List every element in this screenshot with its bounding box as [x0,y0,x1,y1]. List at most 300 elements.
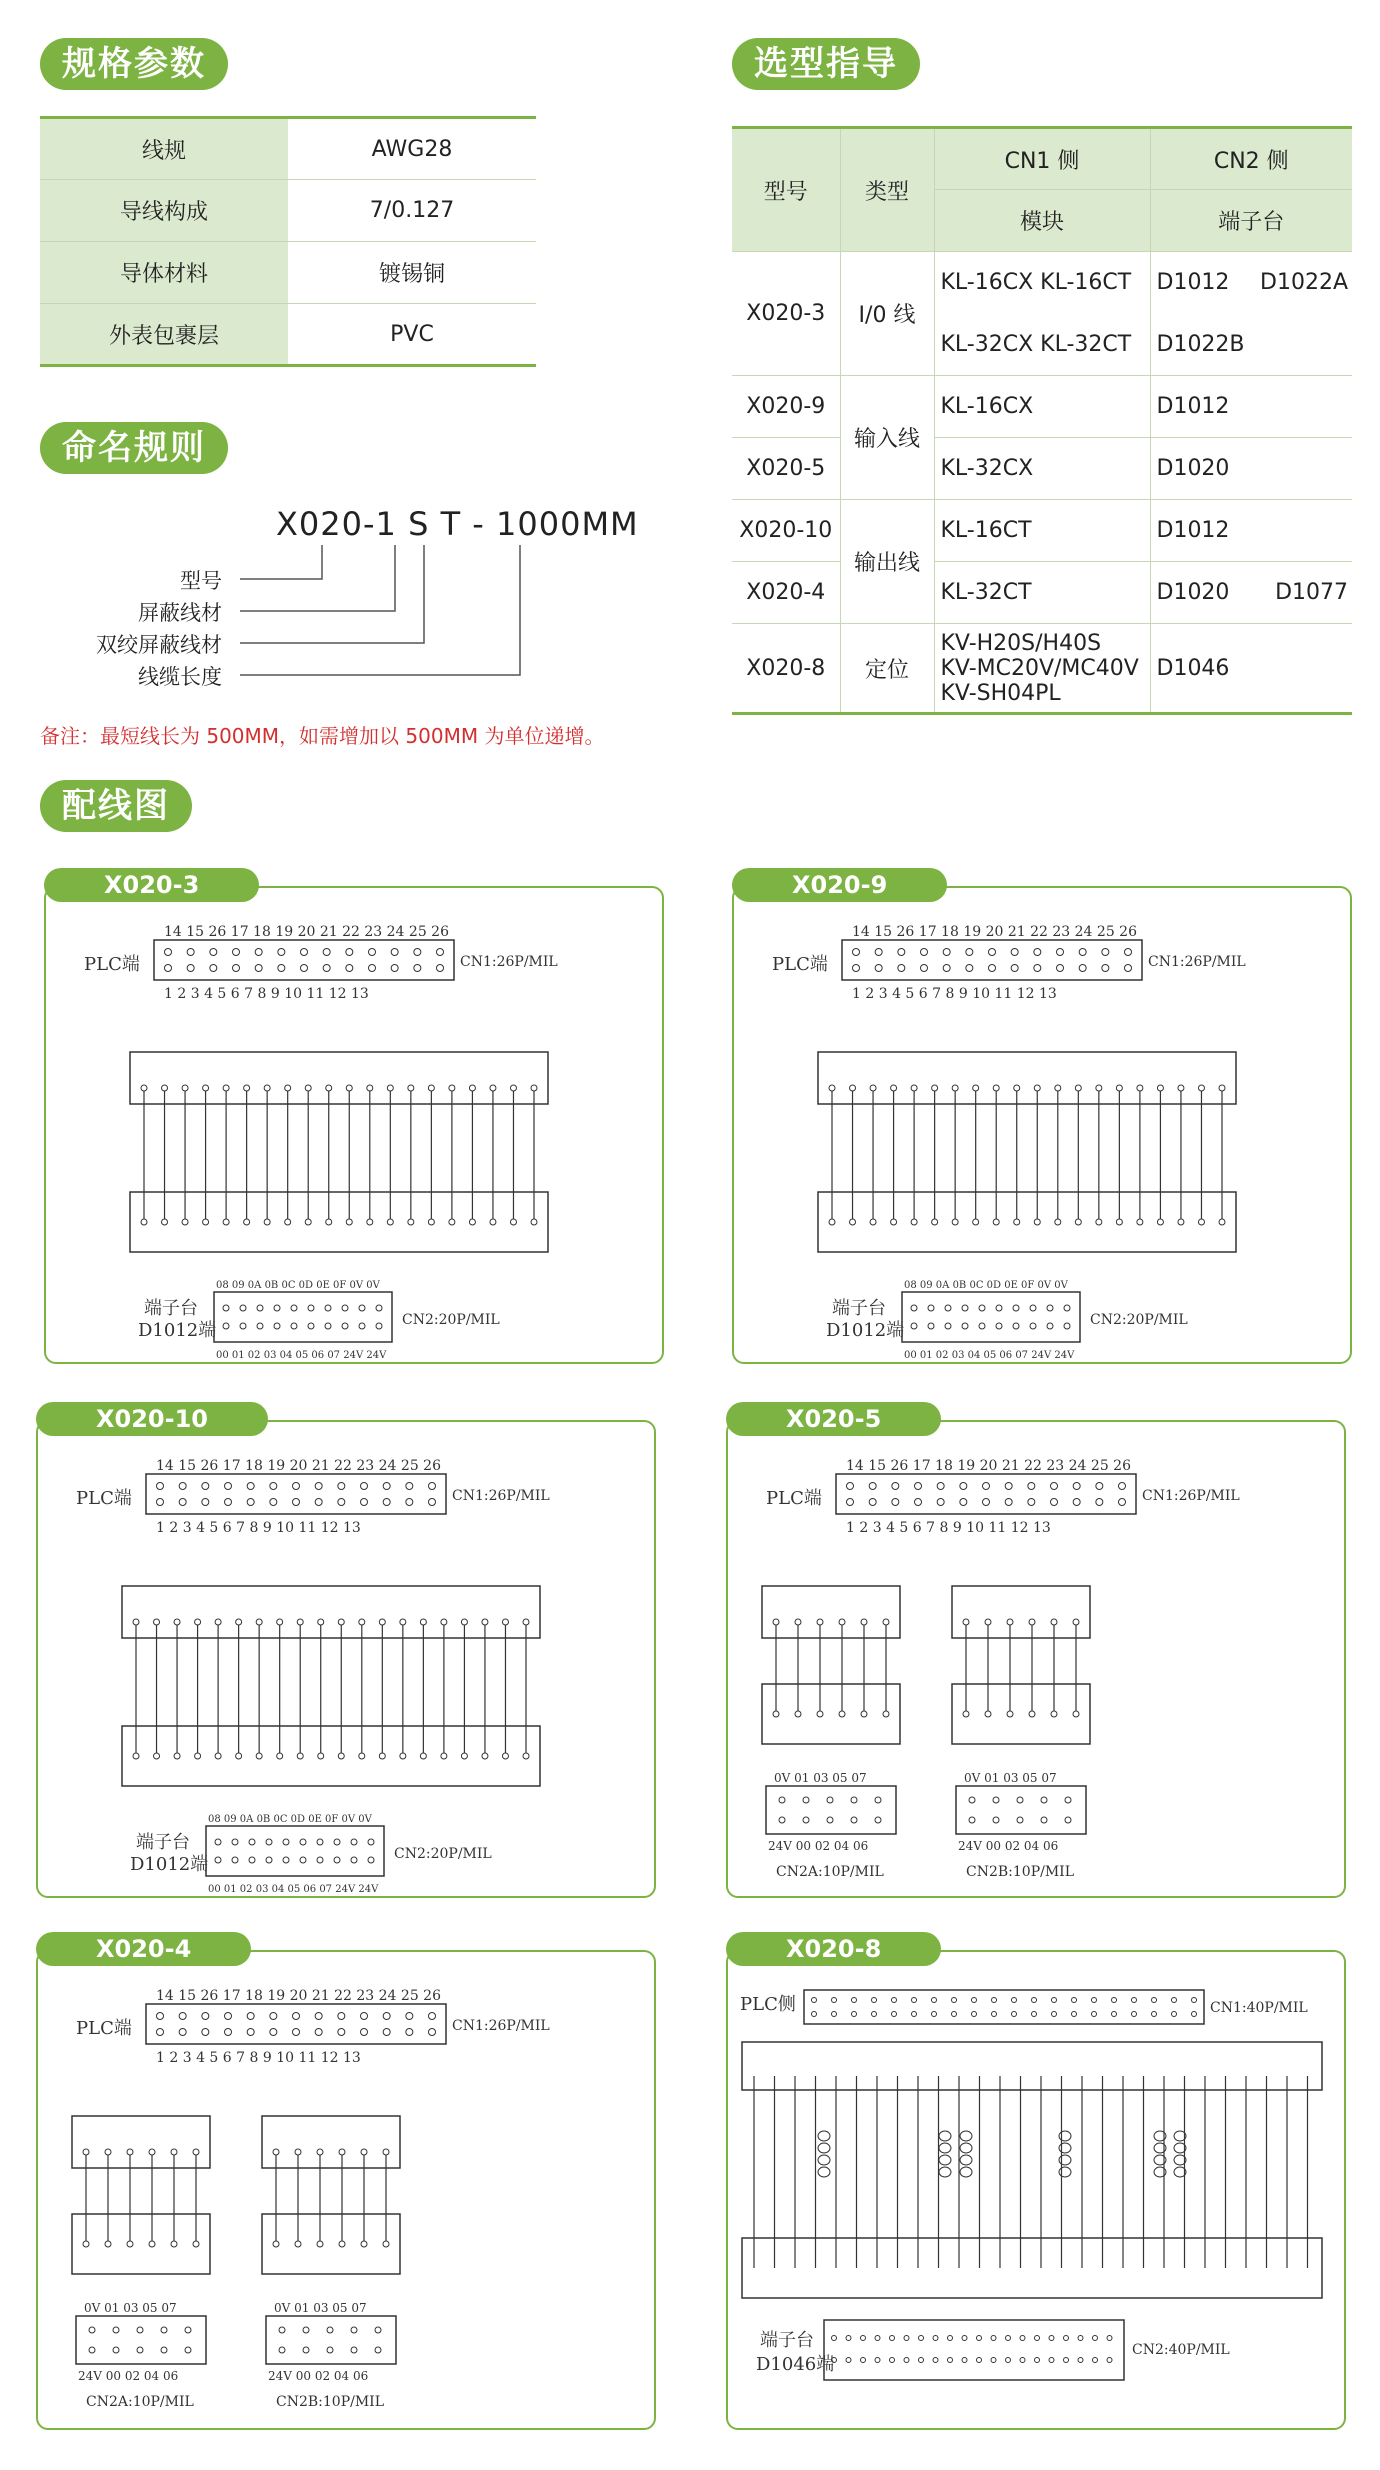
pin-numbers-bottom: 1 2 3 4 5 6 7 8 9 10 11 12 13 [846,1520,1051,1536]
wire-end [154,1619,160,1625]
naming-leader-lines [40,505,680,705]
wire-end [339,2149,345,2155]
wire-end [295,2241,301,2247]
pin-dot [915,1483,922,1490]
pin-dot [952,2012,957,2017]
pin-dot [325,1305,331,1311]
spec-key: 外表包裹层 [40,304,288,366]
wire-block-top [952,1586,1090,1638]
pin-dot [892,1998,897,2003]
wire-end [891,1085,897,1091]
pin-dot [993,1797,999,1803]
pin-dot [429,2013,436,2020]
pin-dot [157,1483,164,1490]
pin-dot [187,965,194,972]
pin-dot [992,2012,997,2017]
wire-end [1007,1619,1013,1625]
pin-dot [1065,1817,1071,1823]
pin-dot [327,2347,333,2353]
pin-dot [161,2327,167,2333]
naming-label: 双绞屏蔽线材 [96,633,222,657]
cn2-label: CN2A:10P/MIL [776,1864,884,1880]
spec-row [40,304,536,366]
pin-dot [338,1499,345,1506]
pin-dot [270,1499,277,1506]
pin-dot [1073,1499,1080,1506]
pin-dot [1079,965,1086,972]
terminal-label: 端子台 [832,1298,886,1319]
wire-end [1073,1711,1079,1717]
pin-dot [270,1483,277,1490]
pin-dot [1034,949,1041,956]
pin-dot [414,965,421,972]
pin-dot [233,965,240,972]
pin-dot [1012,1998,1017,2003]
wire-block-top [762,1586,900,1638]
wire-end [133,1619,139,1625]
terminal-header: 0V 01 03 05 07 [964,1771,1057,1785]
twisted-pair-coil [1059,2167,1071,2177]
wire-end [338,1753,344,1759]
wire-end [963,1619,969,1625]
pin-dot [1102,949,1109,956]
pin-dot [274,1323,280,1329]
pin-dot [1102,965,1109,972]
pin-dot [912,2012,917,2017]
wire-end [1116,1085,1122,1091]
wire-end [326,1219,332,1225]
pin-dot [1172,2012,1177,2017]
header-model: 型号 [732,128,840,252]
pin-dot [391,965,398,972]
panel-title: X020-4 [36,1932,251,1966]
wire-end [952,1219,958,1225]
wire-end [171,2149,177,2155]
wire-end [1055,1219,1061,1225]
pin-dot [383,2029,390,2036]
wire-end [510,1085,516,1091]
wire-end [1178,1085,1184,1091]
pin-dot [972,1998,977,2003]
pin-dot [943,949,950,956]
cn1-connector [842,940,1142,980]
pin-dot [202,2029,209,2036]
plc-label: PLC端 [766,1488,822,1509]
wire-end [993,1219,999,1225]
pin-dot [1132,1998,1137,2003]
wire-end [482,1753,488,1759]
spec-table [40,116,536,367]
pin-dot [1020,2358,1025,2363]
wire-end [317,2149,323,2155]
cn2-cell: D1046 [1150,624,1352,714]
pin-dot [962,2336,967,2341]
cn1-label: CN1:26P/MIL [460,954,558,970]
pin-dot [315,1483,322,1490]
naming-label: 型号 [180,569,222,593]
terminal-label: 端子台 [760,2330,814,2351]
pin-dot [334,1857,340,1863]
pin-dot [376,1305,382,1311]
pin-dot [904,2336,909,2341]
cn1-label: CN1:40P/MIL [1210,2000,1308,2016]
pin-dot [317,1839,323,1845]
pin-dot [928,1305,934,1311]
terminal-header: 0V 01 03 05 07 [274,2301,367,2315]
pin-dot [223,1323,229,1329]
pin-dot [1065,1797,1071,1803]
wire-end [318,1753,324,1759]
terminal-footer: 24V 00 02 04 06 [268,2369,369,2383]
wire-end [502,1619,508,1625]
pin-dot [346,965,353,972]
wire-end [83,2241,89,2247]
pin-dot [928,1323,934,1329]
pin-dot [1049,2358,1054,2363]
wire-end [127,2149,133,2155]
pin-dot [1119,1499,1126,1506]
wire-end [285,1219,291,1225]
cn2-connector [76,2316,206,2364]
pin-dot [293,2029,300,2036]
wire-end [911,1219,917,1225]
pin-dot [1047,1323,1053,1329]
wire-end [795,1619,801,1625]
table-row [732,438,1352,500]
model-cell: X020-9 [732,376,840,438]
wire-end [244,1085,250,1091]
pin-dot [945,1323,951,1329]
wire-block-top [130,1052,548,1104]
pin-dot [962,1305,968,1311]
pin-numbers-top: 14 15 26 17 18 19 20 21 22 23 24 25 26 [156,1458,441,1474]
pin-dot [966,949,973,956]
wire-end [449,1219,455,1225]
pin-dot [875,949,882,956]
pin-dot [437,949,444,956]
pin-dot [1152,2012,1157,2017]
cn1-connector [146,2004,446,2044]
wire-end [1029,1619,1035,1625]
pin-dot [966,965,973,972]
terminal-footer: 24V 00 02 04 06 [78,2369,179,2383]
wire-end [195,1619,201,1625]
pin-dot [300,1839,306,1845]
pin-dot [1119,1483,1126,1490]
pin-dot [283,1839,289,1845]
cn2-connector [214,1292,392,1342]
pin-numbers-bottom: 1 2 3 4 5 6 7 8 9 10 11 12 13 [156,1520,361,1536]
pin-dot [921,965,928,972]
wire-end [346,1085,352,1091]
wire-end [993,1085,999,1091]
pin-dot [892,2012,897,2017]
pin-dot [406,2029,413,2036]
pin-dot [215,1857,221,1863]
pin-dot [315,2029,322,2036]
terminal-header: 08 09 0A 0B 0C 0D 0E 0F 0V 0V [216,1280,380,1291]
pin-dot [1032,1998,1037,2003]
selection-table [732,126,1352,715]
pin-dot [989,965,996,972]
pin-dot [890,2336,895,2341]
twisted-pair-coil [939,2155,951,2165]
wire-end [839,1711,845,1717]
cn1-cell: KL-32CX [934,438,1150,500]
plc-label: PLC端 [84,954,140,975]
pin-dot [932,2012,937,2017]
wire-end [490,1085,496,1091]
pin-dot [437,965,444,972]
cn2-cell: D1022B [1150,314,1352,376]
pin-dot [308,1323,314,1329]
wire-block-top [262,2116,400,2168]
wire-end [1034,1219,1040,1225]
pin-dot [317,1857,323,1863]
select-section-title: 选型指导 [732,38,920,90]
wire-end [105,2149,111,2155]
wire-end [273,2241,279,2247]
terminal-header: 08 09 0A 0B 0C 0D 0E 0F 0V 0V [904,1280,1068,1291]
wire-end [428,1085,434,1091]
wire-block-bottom [762,1684,900,1744]
wire-end [461,1753,467,1759]
pin-dot [338,2013,345,2020]
pin-dot [919,2336,924,2341]
cn1-connector [154,940,454,980]
wiring-section-title: 配线图 [40,780,192,832]
wire-end [482,1619,488,1625]
pin-dot [812,2012,817,2017]
naming-rule-diagram [40,505,680,755]
twisted-pair-coil [1059,2143,1071,2153]
wire-end [523,1619,529,1625]
naming-label: 线缆长度 [138,665,222,689]
wire-end [367,1085,373,1091]
wire-end [162,1219,168,1225]
pin-dot [1052,2012,1057,2017]
wire-end [817,1711,823,1717]
wire-end [973,1219,979,1225]
pin-dot [875,2336,880,2341]
wire-end [441,1619,447,1625]
wire-end [408,1085,414,1091]
pin-dot [351,1839,357,1845]
type-cell: 定位 [840,624,934,714]
pin-dot [179,2029,186,2036]
pin-dot [875,1817,881,1823]
wire-end [1029,1711,1035,1717]
pin-dot [202,2013,209,2020]
pin-dot [1005,1483,1012,1490]
pin-dot [315,2013,322,2020]
wire-end [127,2241,133,2247]
pin-dot [165,949,172,956]
naming-label: 屏蔽线材 [138,601,222,625]
wire-end [850,1085,856,1091]
cn1-connector [146,1474,446,1514]
cn2-connector [206,1826,384,1876]
pin-dot [1034,965,1041,972]
pin-dot [323,965,330,972]
header-cn2-sub: 端子台 [1150,190,1352,252]
twisted-pair-coil [960,2155,972,2165]
pin-dot [303,2327,309,2333]
twisted-pair-coil [818,2143,830,2153]
pin-dot [779,1797,785,1803]
pin-dot [904,2358,909,2363]
wire-end [829,1219,835,1225]
pin-numbers-top: 14 15 26 17 18 19 20 21 22 23 24 25 26 [852,924,1137,940]
pin-dot [383,1499,390,1506]
wire-end [932,1085,938,1091]
pin-dot [274,1305,280,1311]
pin-dot [383,2013,390,2020]
pin-dot [210,949,217,956]
pin-numbers-top: 14 15 26 17 18 19 20 21 22 23 24 25 26 [846,1458,1131,1474]
wire-end [531,1085,537,1091]
pin-dot [890,2358,895,2363]
pin-dot [803,1797,809,1803]
cn1-connector [804,1990,1204,2024]
twisted-pair-coil [939,2143,951,2153]
pin-dot [266,1857,272,1863]
wiring-diagram [56,1446,636,1895]
pin-dot [1125,965,1132,972]
pin-dot [827,1797,833,1803]
pin-dot [1152,1998,1157,2003]
terminal-model: D1012端 [826,1320,905,1341]
pin-dot [832,2012,837,2017]
terminal-model: D1046端 [756,2354,835,2375]
pin-dot [1047,1305,1053,1311]
pin-dot [1030,1323,1036,1329]
pin-dot [1049,2336,1054,2341]
pin-dot [113,2327,119,2333]
pin-dot [215,1839,221,1845]
wire-end [1075,1085,1081,1091]
wire-end [420,1619,426,1625]
pin-dot [872,2012,877,2017]
pin-dot [89,2327,95,2333]
wire-end [883,1619,889,1625]
pin-dot [937,1499,944,1506]
cn2-connector [266,2316,396,2364]
pin-dot [334,1839,340,1845]
twisted-pair-coil [818,2167,830,2177]
pin-dot [247,1499,254,1506]
pin-dot [270,2013,277,2020]
pin-dot [1005,1499,1012,1506]
pin-dot [225,2013,232,2020]
pin-dot [969,1797,975,1803]
wire-end [1096,1219,1102,1225]
pin-dot [406,1483,413,1490]
pin-dot [952,1998,957,2003]
wire-end [1014,1219,1020,1225]
cn2-label: CN2B:10P/MIL [276,2394,384,2410]
wire-end [850,1219,856,1225]
model-code: X020-1 S T - 1000MM [276,505,639,543]
cn1-label: CN1:26P/MIL [1142,1488,1240,1504]
pin-dot [185,2347,191,2353]
cn2-connector [902,1292,1080,1342]
cn2-cell: D1012 [1150,500,1352,562]
wire-end [277,1619,283,1625]
spec-row [40,118,536,180]
wire-end [408,1219,414,1225]
wiring-diagram [56,1976,636,2416]
pin-dot [255,949,262,956]
pin-dot [991,2336,996,2341]
wire-end [326,1085,332,1091]
wire-block-top [72,2116,210,2168]
pin-dot [249,1839,255,1845]
wire-end [383,2241,389,2247]
pin-dot [983,1483,990,1490]
pin-dot [414,949,421,956]
wire-block-bottom [72,2214,210,2274]
pin-dot [1028,1499,1035,1506]
pin-dot [1132,2012,1137,2017]
wire-end [1157,1085,1163,1091]
cn1-cell: KL-32CX KL-32CT [934,314,1150,376]
pin-dot [869,1483,876,1490]
spec-row [40,180,536,242]
pin-dot [179,1483,186,1490]
cn2-cell: D1012 [1150,376,1352,438]
wire-block-top [122,1586,540,1638]
wire-block-bottom [818,1192,1236,1252]
pin-dot [1078,2336,1083,2341]
pin-dot [846,2336,851,2341]
pin-dot [361,1499,368,1506]
pin-dot [368,1857,374,1863]
wire-end [359,1753,365,1759]
cn1-label: CN1:26P/MIL [1148,954,1246,970]
pin-dot [187,949,194,956]
cn1-label: CN1:26P/MIL [452,1488,550,1504]
pin-dot [137,2347,143,2353]
terminal-footer: 24V 00 02 04 06 [768,1839,869,1853]
wire-end [305,1085,311,1091]
pin-dot [948,2336,953,2341]
wire-end [817,1619,823,1625]
wire-end [1007,1711,1013,1717]
wire-end [295,2149,301,2155]
pin-dot [406,2013,413,2020]
pin-numbers-top: 14 15 26 17 18 19 20 21 22 23 24 25 26 [164,924,449,940]
pin-dot [113,2347,119,2353]
spec-key: 导线构成 [40,180,288,242]
pin-dot [225,1483,232,1490]
header-cn1-sub: 模块 [934,190,1150,252]
wire-end [273,2149,279,2155]
cn2-cell: D1020 D1077 [1150,562,1352,624]
panel-title: X020-3 [44,868,259,902]
wire-end [1198,1085,1204,1091]
wire-end [973,1085,979,1091]
terminal-header: 08 09 0A 0B 0C 0D 0E 0F 0V 0V [208,1814,372,1825]
pin-dot [912,1998,917,2003]
wire-end [154,1753,160,1759]
pin-dot [1064,1305,1070,1311]
wire-end [400,1753,406,1759]
pin-dot [1032,2012,1037,2017]
pin-dot [1125,949,1132,956]
pin-dot [342,1305,348,1311]
wire-end [387,1219,393,1225]
